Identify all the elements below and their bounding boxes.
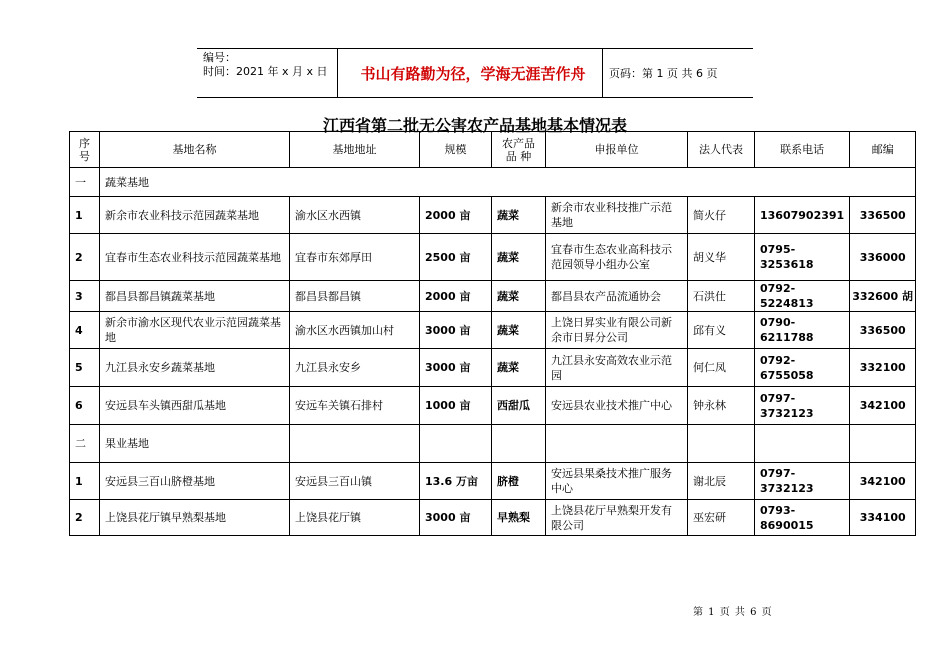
page-footer: 第 1 页 共 6 页 — [693, 607, 773, 618]
cell-name: 安远县三百山脐橙基地 — [100, 463, 290, 500]
cell-legal-rep: 简火仔 — [688, 197, 755, 234]
cell-product: 蔬菜 — [492, 349, 546, 387]
base-info-table — [69, 131, 916, 536]
col-header-phone: 联系电话 — [755, 132, 850, 168]
cell-postcode: 336500 — [850, 197, 916, 234]
cell-scale: 3000 亩 — [420, 500, 492, 536]
cell-seq: 1 — [70, 197, 100, 234]
table-row — [70, 234, 916, 281]
cell-address: 安远县三百山镇 — [290, 463, 420, 500]
cell-applicant: 九江县永安高效农业示范园 — [546, 349, 688, 387]
group-label: 果业基地 — [100, 425, 290, 463]
cell-phone: 0795-3253618 — [755, 234, 850, 281]
cell-address: 安远车关镇石排村 — [290, 387, 420, 425]
cell-applicant: 安远县果桑技术推广服务中心 — [546, 463, 688, 500]
cell-name: 上饶县花厅镇早熟梨基地 — [100, 500, 290, 536]
cell-seq: 2 — [70, 234, 100, 281]
cell-name: 新余市农业科技示范园蔬菜基地 — [100, 197, 290, 234]
cell-seq: 6 — [70, 387, 100, 425]
cell-address: 渝水区水西镇加山村 — [290, 312, 420, 349]
cell-scale: 2000 亩 — [420, 281, 492, 312]
cell-product: 蔬菜 — [492, 234, 546, 281]
header-divider — [337, 49, 338, 97]
group-label: 蔬菜基地 — [100, 168, 916, 197]
cell-product: 早熟梨 — [492, 500, 546, 536]
cell-scale: 2000 亩 — [420, 197, 492, 234]
cell-applicant: 新余市农业科技推广示范基地 — [546, 197, 688, 234]
cell-legal-rep: 何仁凤 — [688, 349, 755, 387]
cell-product: 脐橙 — [492, 463, 546, 500]
cell-legal-rep: 胡义华 — [688, 234, 755, 281]
cell-legal-rep: 石洪仕 — [688, 281, 755, 312]
header-motto: 书山有路勤为径，学海无涯苦作舟 — [360, 64, 586, 83]
cell-phone: 0793-8690015 — [755, 500, 850, 536]
table-row — [70, 281, 916, 312]
table-row — [70, 463, 916, 500]
cell-product: 蔬菜 — [492, 281, 546, 312]
cell-postcode: 336500 — [850, 312, 916, 349]
time-label: 时间：2021 年 x 月 x 日 — [203, 65, 328, 78]
document-title: 江西省第二批无公害农产品基地基本情况表 — [322, 116, 627, 135]
cell-product: 蔬菜 — [492, 312, 546, 349]
cell-name: 新余市渝水区现代农业示范园蔬菜基地 — [100, 312, 290, 349]
cell-postcode: 342100 — [850, 387, 916, 425]
table-row — [70, 312, 916, 349]
header-page-label: 页码：第 1 页 共 6 页 — [609, 67, 718, 80]
cell-seq: 5 — [70, 349, 100, 387]
cell-legal-rep: 邱有义 — [688, 312, 755, 349]
table-row — [70, 349, 916, 387]
cell-applicant: 安远县农业技术推广中心 — [546, 387, 688, 425]
cell-name: 九江县永安乡蔬菜基地 — [100, 349, 290, 387]
cell-applicant: 宜春市生态农业高科技示范园领导小组办公室 — [546, 234, 688, 281]
cell-product: 蔬菜 — [492, 197, 546, 234]
cell-postcode: 332100 — [850, 349, 916, 387]
table-row — [70, 500, 916, 536]
cell-product: 西甜瓜 — [492, 387, 546, 425]
cell-name: 安远县车头镇西甜瓜基地 — [100, 387, 290, 425]
cell-address: 渝水区水西镇 — [290, 197, 420, 234]
number-label: 编号： — [203, 51, 236, 64]
cell-phone: 0790-6211788 — [755, 312, 850, 349]
cell-address: 上饶县花厅镇 — [290, 500, 420, 536]
cell-postcode: 336000 — [850, 234, 916, 281]
header-meta — [203, 51, 328, 79]
cell-name: 都昌县都昌镇蔬菜基地 — [100, 281, 290, 312]
table-row — [70, 387, 916, 425]
cell-seq: 3 — [70, 281, 100, 312]
col-header-seq: 序 号 — [70, 132, 100, 168]
group-row — [70, 168, 916, 197]
cell-applicant: 都昌县农产品流通协会 — [546, 281, 688, 312]
cell-address: 都昌县都昌镇 — [290, 281, 420, 312]
cell-postcode: 342100 — [850, 463, 916, 500]
cell-postcode: 332600 胡 — [850, 281, 916, 312]
cell-address: 九江县永安乡 — [290, 349, 420, 387]
cell-legal-rep: 钟永林 — [688, 387, 755, 425]
group-seq: 二 — [70, 425, 100, 463]
header-divider — [602, 49, 603, 97]
col-header-applicant: 申报单位 — [546, 132, 688, 168]
cell-postcode: 334100 — [850, 500, 916, 536]
cell-phone: 13607902391 — [755, 197, 850, 234]
table-header-row — [70, 132, 916, 168]
group-row — [70, 425, 916, 463]
cell-seq: 2 — [70, 500, 100, 536]
cell-phone: 0792-5224813 — [755, 281, 850, 312]
cell-scale: 3000 亩 — [420, 312, 492, 349]
col-header-postcode: 邮编 — [850, 132, 916, 168]
col-header-scale: 规模 — [420, 132, 492, 168]
cell-name: 宜春市生态农业科技示范园蔬菜基地 — [100, 234, 290, 281]
cell-phone: 0797-3732123 — [755, 463, 850, 500]
cell-scale: 13.6 万亩 — [420, 463, 492, 500]
col-header-product: 农产品 品 种 — [492, 132, 546, 168]
cell-legal-rep: 谢北辰 — [688, 463, 755, 500]
cell-phone: 0792-6755058 — [755, 349, 850, 387]
col-header-address: 基地地址 — [290, 132, 420, 168]
cell-scale: 3000 亩 — [420, 349, 492, 387]
cell-legal-rep: 巫宏研 — [688, 500, 755, 536]
cell-seq: 1 — [70, 463, 100, 500]
cell-applicant: 上饶日昇实业有限公司新余市日昇分公司 — [546, 312, 688, 349]
group-seq: 一 — [70, 168, 100, 197]
col-header-legal-rep: 法人代表 — [688, 132, 755, 168]
col-header-name: 基地名称 — [100, 132, 290, 168]
cell-applicant: 上饶县花厅早熟梨开发有限公司 — [546, 500, 688, 536]
cell-scale: 2500 亩 — [420, 234, 492, 281]
cell-scale: 1000 亩 — [420, 387, 492, 425]
cell-phone: 0797-3732123 — [755, 387, 850, 425]
cell-seq: 4 — [70, 312, 100, 349]
table-row — [70, 197, 916, 234]
document-header — [197, 48, 753, 98]
cell-address: 宜春市东郊厚田 — [290, 234, 420, 281]
